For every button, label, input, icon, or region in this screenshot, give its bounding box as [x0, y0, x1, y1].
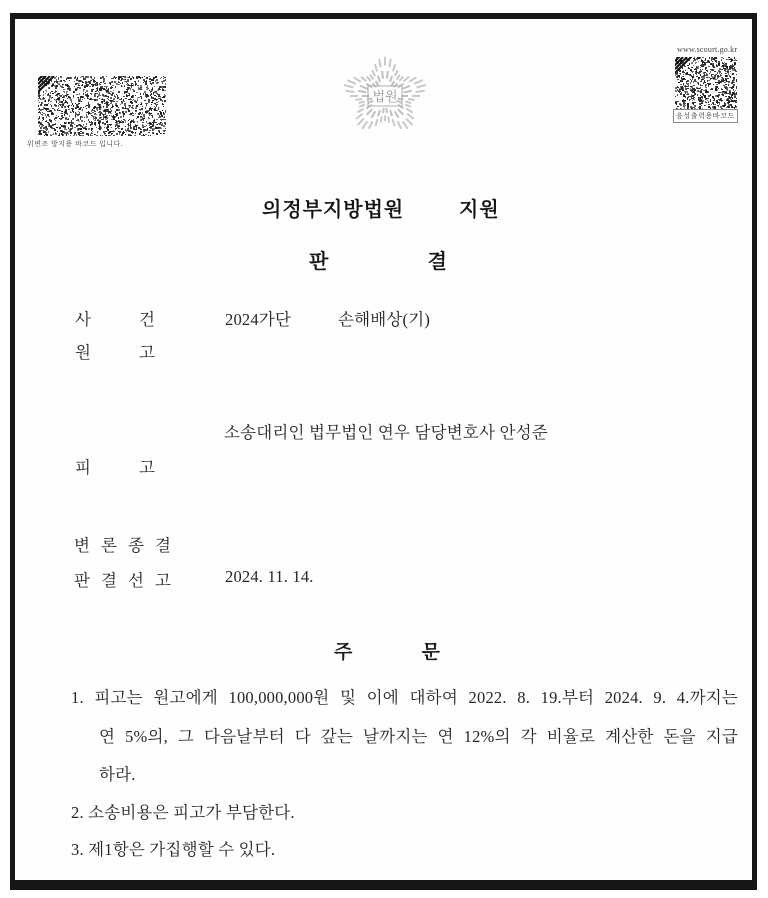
- attorney-line: 소송대리인 법무법인 연우 담당변호사 안성준: [224, 423, 548, 442]
- closing-label: 변 론 종 결: [74, 536, 171, 555]
- voice-output-barcode-caption: 음성출력용바코드: [673, 109, 738, 123]
- court-seal-text: 법원: [372, 89, 398, 104]
- sentencing-label: 판 결 선 고: [74, 571, 171, 590]
- order-item-1-line-2: 연 5%의, 그 다음날부터 다 갚는 날까지는 연 12%의 각 비율로 계산한 돈을 지급: [99, 727, 738, 746]
- order-item-1-line-3: 하라.: [99, 765, 136, 784]
- court-seal: [332, 56, 438, 144]
- order-item-1-line-1: 1. 피고는 원고에게 100,000,000원 및 이에 대하여 2022. 8. 19.부터 2024. 9. 4.까지는: [71, 688, 738, 707]
- sentencing-date: 2024. 11. 14.: [225, 567, 314, 586]
- order-heading: 주 문: [334, 642, 440, 663]
- court-branch: 지원: [459, 199, 500, 221]
- court-name: 의정부지방법원: [262, 199, 405, 221]
- case-number: 2024가단: [225, 310, 292, 329]
- case-name: 손해배상(기): [338, 310, 431, 329]
- anti-forgery-barcode: [38, 76, 166, 136]
- defendant-label: 피 고: [75, 458, 155, 477]
- order-item-2: 2. 소송비용은 피고가 부담한다.: [71, 803, 295, 822]
- scourt-url: www.scourt.go.kr: [677, 45, 738, 54]
- plaintiff-label: 원 고: [75, 343, 155, 362]
- case-label: 사 건: [75, 310, 155, 329]
- voice-output-barcode: [675, 57, 737, 109]
- document-title: 판 결: [309, 251, 448, 273]
- order-item-3: 3. 제1항은 가집행할 수 있다.: [71, 840, 276, 859]
- anti-forgery-barcode-caption: 위변조 방지용 바코드 입니다.: [27, 140, 124, 148]
